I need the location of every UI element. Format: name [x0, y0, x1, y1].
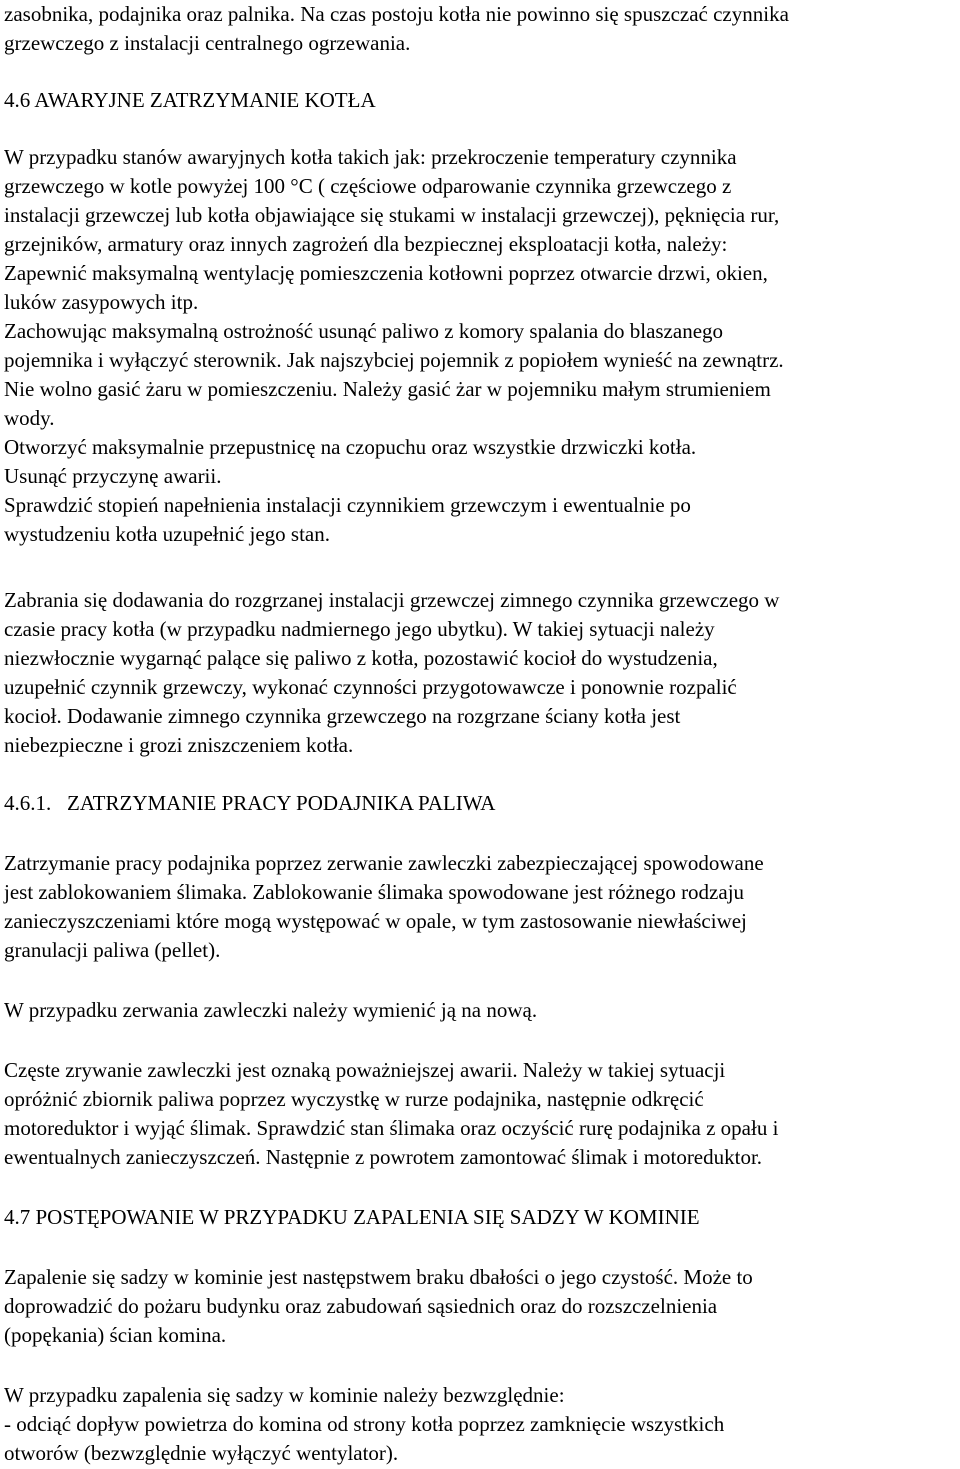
text-line: opróżnić zbiornik paliwa poprzez wyczystkę w rurze podajnika, następnie odkręcić — [4, 1087, 704, 1111]
text-line: wystudzeniu kotła uzupełnić jego stan. — [4, 522, 331, 546]
text-line: Zatrzymanie pracy podajnika poprzez zerwanie zawleczki zabezpieczającej spowodowane — [4, 851, 764, 875]
text-line: pojemnika i wyłączyć sterownik. Jak najszybciej pojemnik z popiołem wynieść na zewnątrz. — [4, 348, 784, 372]
text-line: Częste zrywanie zawleczki jest oznaką poważniejszej awarii. Należy w takiej sytuacji — [4, 1058, 726, 1082]
text-line: zanieczyszczeniami które mogą występować w opale, w tym zastosowanie niewłaściwej — [4, 909, 747, 933]
text-line: Usunąć przyczynę awarii. — [4, 464, 222, 488]
text-line: W przypadku stanów awaryjnych kotła takich jak: przekroczenie temperatury czynnika — [4, 145, 737, 169]
text-line: W przypadku zerwania zawleczki należy wymienić ją na nową. — [4, 998, 538, 1022]
text-line: otworów (bezwzględnie wyłączyć wentylator). — [4, 1441, 399, 1465]
text-line: Zapalenie się sadzy w kominie jest następstwem braku dbałości o jego czystość. Może to — [4, 1265, 753, 1289]
section-heading: 4.7 POSTĘPOWANIE W PRZYPADKU ZAPALENIA SIĘ SADZY W KOMINIE — [4, 1205, 700, 1229]
text-line: niebezpieczne i grozi zniszczeniem kotła. — [4, 733, 354, 757]
text-line: uzupełnić czynnik grzewczy, wykonać czynności przygotowawcze i ponownie rozpalić — [4, 675, 737, 699]
section-heading: 4.6.1. ZATRZYMANIE PRACY PODAJNIKA PALIWA — [4, 791, 496, 815]
text-line: motoreduktor i wyjąć ślimak. Sprawdzić stan ślimaka oraz oczyścić rurę podajnika z opału i — [4, 1116, 779, 1140]
text-line: granulacji paliwa (pellet). — [4, 938, 221, 962]
text-line: ewentualnych zanieczyszczeń. Następnie z powrotem zamontować ślimak i motoreduktor. — [4, 1145, 763, 1169]
text-line: - odciąć dopływ powietrza do komina od strony kotła poprzez zamknięcie wszystkich — [4, 1412, 725, 1436]
text-line: instalacji grzewczej lub kotła objawiające się stukami w instalacji grzewczej), pęknięcia rur, — [4, 203, 780, 227]
text-line: Zachowując maksymalną ostrożność usunąć paliwo z komory spalania do blaszanego — [4, 319, 724, 343]
section-heading: 4.6 AWARYJNE ZATRZYMANIE KOTŁA — [4, 88, 376, 112]
text-line: doprowadzić do pożaru budynku oraz zabudowań sąsiednich oraz do rozszczelnienia — [4, 1294, 718, 1318]
text-line: grzewczego z instalacji centralnego ogrzewania. — [4, 31, 411, 55]
text-line: W przypadku zapalenia się sadzy w kominie należy bezwzględnie: — [4, 1383, 565, 1407]
text-line: Otworzyć maksymalnie przepustnicę na czopuchu oraz wszystkie drzwiczki kotła. — [4, 435, 697, 459]
text-line: luków zasypowych itp. — [4, 290, 199, 314]
text-line: wody. — [4, 406, 55, 430]
text-line: grzejników, armatury oraz innych zagrożeń dla bezpiecznej eksploatacji kotła, należy: — [4, 232, 728, 256]
text-line: Nie wolno gasić żaru w pomieszczeniu. Należy gasić żar w pojemniku małym strumieniem — [4, 377, 771, 401]
text-line: czasie pracy kotła (w przypadku nadmiernego jego ubytku). W takiej sytuacji należy — [4, 617, 715, 641]
text-line: zasobnika, podajnika oraz palnika. Na czas postoju kotła nie powinno się spuszczać czynnika — [4, 2, 789, 26]
text-line: grzewczego w kotle powyżej 100 °C ( częściowe odparowanie czynnika grzewczego z — [4, 174, 732, 198]
text-line: jest zablokowaniem ślimaka. Zablokowanie ślimaka spowodowane jest różnego rodzaju — [4, 880, 745, 904]
text-line: kocioł. Dodawanie zimnego czynnika grzewczego na rozgrzane ściany kotła jest — [4, 704, 681, 728]
text-line: (popękania) ścian komina. — [4, 1323, 227, 1347]
text-line: Sprawdzić stopień napełnienia instalacji czynnikiem grzewczym i ewentualnie po — [4, 493, 691, 517]
text-line: niezwłocznie wygarnąć palące się paliwo z kotła, pozostawić kocioł do wystudzenia, — [4, 646, 718, 670]
text-line: Zapewnić maksymalną wentylację pomieszczenia kotłowni poprzez otwarcie drzwi, okien, — [4, 261, 768, 285]
text-line: Zabrania się dodawania do rozgrzanej instalacji grzewczej zimnego czynnika grzewczego w — [4, 588, 780, 612]
